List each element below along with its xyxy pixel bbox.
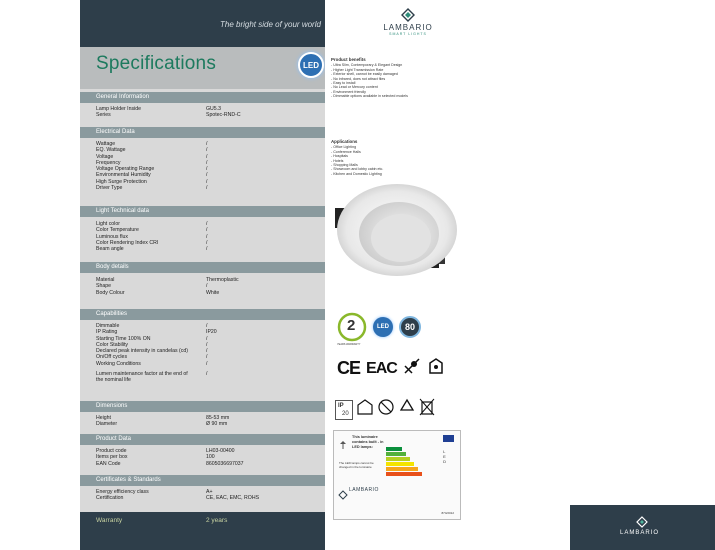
spec-value: Ø 90 mm xyxy=(206,421,228,428)
label-brand-icon xyxy=(339,486,347,504)
spec-key: Items per box xyxy=(96,454,128,461)
warranty-years-number: 2 xyxy=(347,317,356,334)
spec-value: / xyxy=(206,239,208,246)
benefit-item: - Dimmable options available in selected models xyxy=(331,94,408,99)
spec-key: Series xyxy=(96,112,111,119)
spec-key: the nominal life xyxy=(96,377,131,384)
page-title: Specifications xyxy=(96,53,217,74)
spec-value: 8605036697037 xyxy=(206,460,244,467)
spec-key: Light color xyxy=(96,221,120,227)
spec-value: / xyxy=(206,323,208,329)
section-header: Certificates & Standards xyxy=(80,475,325,486)
label-brand: LAMBARIO xyxy=(349,487,379,493)
spec-value: / xyxy=(206,227,208,234)
spec-value: / xyxy=(206,172,208,179)
spec-row xyxy=(96,461,316,467)
section-header: Capabilities xyxy=(80,309,325,320)
benefit-item: - Ultra Slim, Contemporary & Elegant Design xyxy=(331,63,403,68)
spec-row xyxy=(96,290,316,296)
spec-key: Luminous flux xyxy=(96,233,129,240)
spec-value: CE, EAC, EMC, ROHS xyxy=(206,495,260,502)
spec-value: Spotec-RND-C xyxy=(206,112,241,119)
spec-key: On/Off cycles xyxy=(96,354,128,361)
spec-key: Starting Time 100% ON xyxy=(96,335,151,342)
energy-label xyxy=(333,430,461,520)
lambario-logo-icon xyxy=(399,8,417,22)
benefit-item: - Higher Light Transmission Rate xyxy=(331,67,384,72)
spec-value: / xyxy=(206,233,208,240)
warranty-value: 2 years xyxy=(206,517,228,524)
spec-key: EQ. Wattage xyxy=(96,147,126,154)
eu-flag-icon xyxy=(443,435,454,442)
spec-value: / xyxy=(206,185,208,192)
application-item: - Shopping Malls xyxy=(331,163,358,168)
section-rows xyxy=(96,221,316,252)
application-item: - Hotels xyxy=(331,158,344,163)
warranty-label: Warranty xyxy=(96,517,123,524)
cert-row xyxy=(337,357,445,380)
weee-bin-icon xyxy=(419,398,435,421)
spec-row xyxy=(96,185,316,191)
section-header: Body details xyxy=(80,262,325,273)
spec-row xyxy=(96,377,316,383)
spec-key: Voltage Operating Range xyxy=(96,166,155,173)
section-header: Dimensions xyxy=(80,401,325,412)
spec-key: Driver Type xyxy=(96,185,123,192)
symbol-row xyxy=(335,398,435,421)
spec-value: / xyxy=(206,335,208,342)
label-line1: This luminaire xyxy=(352,435,378,439)
spec-value: White xyxy=(206,289,220,296)
eac-mark-icon: EAC xyxy=(366,359,397,377)
recycle-icon xyxy=(398,398,416,421)
spec-row xyxy=(96,495,316,501)
label-line3: LED lamps: xyxy=(352,445,373,449)
section-header: General Information xyxy=(80,92,325,103)
spec-value: / xyxy=(206,283,208,290)
spec-key: Voltage xyxy=(96,153,114,160)
spec-key: Color Stability xyxy=(96,341,129,348)
application-item: - Showroom and lobby cabin etc. xyxy=(331,167,384,172)
info-column xyxy=(325,0,660,550)
spec-key: Certification xyxy=(96,495,124,502)
benefit-item: - Exterior shell, cannot be easily damaged xyxy=(331,72,398,77)
spec-value: GU5.3 xyxy=(206,106,221,112)
spec-key: High Surge Protection xyxy=(96,178,147,185)
spec-key: Diameter xyxy=(96,421,118,428)
ce-mark-icon: CE xyxy=(337,358,361,378)
spec-value: 100 xyxy=(206,454,215,461)
brand-sub: SMART LIGHTS xyxy=(389,32,427,36)
benefit-item: - Environment friendly xyxy=(331,89,366,94)
spec-row xyxy=(96,246,316,252)
spec-key: IP Rating xyxy=(96,329,118,336)
spec-key: Working Conditions xyxy=(96,360,141,367)
luminaire-mount-icon xyxy=(403,357,421,380)
spec-value: / xyxy=(206,371,208,378)
spec-key: Shape xyxy=(96,283,112,290)
lamp-icon xyxy=(339,437,347,455)
ip-text: IP xyxy=(338,402,344,409)
section-rows xyxy=(96,277,316,296)
warranty-years-text: YEARS WARRANTY xyxy=(337,343,361,346)
application-item: - Conference Halls xyxy=(331,149,361,154)
benefits-title: Product benefits xyxy=(331,57,366,62)
product-benefits xyxy=(331,58,467,99)
product-image xyxy=(325,168,470,303)
spec-value: Thermoplastic xyxy=(206,277,239,283)
spec-value: LH03-00400 xyxy=(206,448,235,454)
footer-logo-band xyxy=(570,505,715,550)
indoor-use-icon xyxy=(427,357,445,380)
led-badge: LED xyxy=(298,52,324,78)
benefit-item: - No Lead or Mercury content xyxy=(331,85,378,90)
spec-value: A+ xyxy=(206,489,213,495)
spec-value: / xyxy=(206,360,208,367)
spec-key: Dimmable xyxy=(96,323,120,329)
house-icon xyxy=(356,398,374,421)
spec-value: / xyxy=(206,221,208,227)
cri-80-icon: 80 xyxy=(399,316,421,338)
spec-value: / xyxy=(206,159,208,166)
applications-title: Applications xyxy=(331,139,358,144)
spec-row xyxy=(96,112,316,118)
spec-key: Body Colour xyxy=(96,289,125,296)
brand-logo xyxy=(379,8,437,36)
section-header: Electrical Data xyxy=(80,127,325,138)
spec-key: Energy efficiency class xyxy=(96,489,149,495)
application-item: - Hospitals xyxy=(331,154,348,159)
label-code: 874/2012 xyxy=(441,511,454,515)
spec-value: / xyxy=(206,341,208,348)
section-rows xyxy=(96,489,316,502)
spec-key: Wattage xyxy=(96,141,116,147)
section-rows xyxy=(96,106,316,119)
spec-key: Product code xyxy=(96,448,127,454)
section-rows xyxy=(96,415,316,428)
spec-key: Environmental Humidity xyxy=(96,172,151,179)
application-item: - Office Lighting xyxy=(331,145,357,150)
spec-key: Declared peak intensity in candelas (cd) xyxy=(96,348,188,355)
spec-value: / xyxy=(206,166,208,173)
label-line2: contains built - in xyxy=(352,440,384,444)
spec-key: Lumen maintenance factor at the end of xyxy=(96,371,188,378)
label-note2: changed in the luminaire xyxy=(339,465,372,469)
tagline: The bright side of your world xyxy=(220,20,321,29)
spec-key: EAN Code xyxy=(96,460,121,467)
spec-key: Height xyxy=(96,415,111,421)
ip-number: 20 xyxy=(342,410,349,417)
spec-value: 85-53 mm xyxy=(206,415,230,421)
spec-value: / xyxy=(206,153,208,160)
application-item: - Kitchen and Domestic Lighting xyxy=(331,171,382,176)
benefit-item: - Easy to install xyxy=(331,81,356,86)
section-header: Light Technical data xyxy=(80,206,325,217)
section-rows xyxy=(96,141,316,191)
section-header: Product Data xyxy=(80,434,325,445)
spec-key: Material xyxy=(96,277,115,283)
spec-key: Beam angle xyxy=(96,246,124,253)
spec-key: Lamp Holder Inside xyxy=(96,106,141,112)
spec-row xyxy=(96,421,316,427)
footer-brand: LAMBARIO xyxy=(620,530,660,536)
benefits-list xyxy=(331,63,467,98)
spec-value xyxy=(206,377,316,383)
spec-value: / xyxy=(206,354,208,361)
spec-key: Frequency xyxy=(96,159,121,166)
spec-key: Color Rendering Index CRI xyxy=(96,239,159,246)
label-note1: The LED lamps cannot be xyxy=(339,461,374,465)
spec-key: Color Temperature xyxy=(96,227,139,234)
spec-value: / xyxy=(206,246,208,253)
warranty-years-badge xyxy=(337,312,367,346)
ip20-icon xyxy=(335,400,353,420)
badge-row xyxy=(337,312,421,346)
section-rows xyxy=(96,448,316,467)
led-icon: LED xyxy=(373,317,393,337)
section-rows xyxy=(96,323,316,384)
spec-value: / xyxy=(206,147,208,154)
spec-value: / xyxy=(206,348,208,355)
brand-name: LAMBARIO xyxy=(383,23,433,32)
benefit-item: - No infrared, does not attract flies xyxy=(331,76,386,81)
no-dimmer-icon xyxy=(377,398,395,421)
spec-value: / xyxy=(206,178,208,185)
energy-scale xyxy=(386,447,426,476)
spec-sheet xyxy=(80,0,660,550)
led-vertical-label: L E D xyxy=(443,449,446,464)
spec-value: / xyxy=(206,141,208,147)
spec-value: IP20 xyxy=(206,329,217,336)
